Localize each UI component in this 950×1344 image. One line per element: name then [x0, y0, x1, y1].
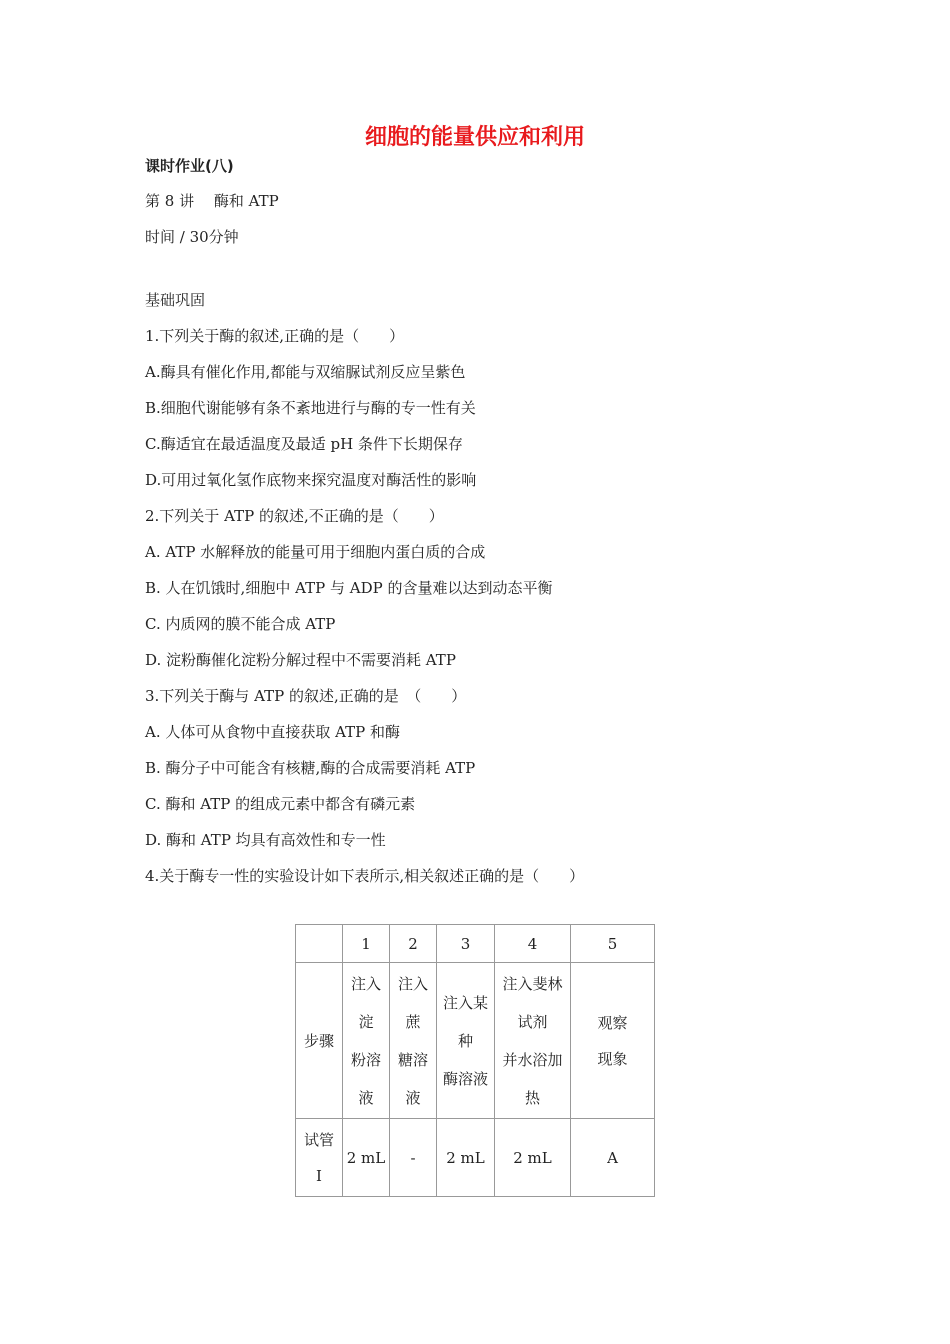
question-3-option-a: A. 人体可从食物中直接获取 ATP 和酶 — [145, 723, 401, 741]
homework-heading: 课时作业(八) — [145, 157, 234, 175]
table-cell: A — [571, 1119, 655, 1197]
table-row-steps — [296, 963, 655, 1119]
question-3-option-d: D. 酶和 ATP 均具有高效性和专一性 — [145, 831, 386, 849]
table-header-cell: 2 — [390, 925, 437, 963]
experiment-table — [295, 924, 655, 1197]
lecture-heading: 第 8 讲 酶和 ATP — [145, 192, 279, 210]
table-header-cell: 3 — [437, 925, 495, 963]
question-1-option-d: D.可用过氧化氢作底物来探究温度对酶活性的影响 — [145, 471, 477, 489]
question-3-option-c: C. 酶和 ATP 的组成元素中都含有磷元素 — [145, 795, 416, 813]
table-row-label: 步骤 — [296, 963, 343, 1119]
table-cell: 2 mL — [343, 1119, 390, 1197]
question-3-stem: 3.下列关于酶与 ATP 的叙述,正确的是 （ ） — [145, 687, 467, 705]
table-cell: 注入某 种 酶溶液 — [437, 963, 495, 1119]
question-2-option-c: C. 内质网的膜不能合成 ATP — [145, 615, 336, 633]
table-cell: 2 mL — [437, 1119, 495, 1197]
question-2-option-b: B. 人在饥饿时,细胞中 ATP 与 ADP 的含量难以达到动态平衡 — [145, 579, 553, 597]
table-header-cell: 5 — [571, 925, 655, 963]
question-1-option-c: C.酶适宜在最适温度及最适 pH 条件下长期保存 — [145, 435, 463, 453]
table-cell: 2 mL — [495, 1119, 571, 1197]
question-2-stem: 2.下列关于 ATP 的叙述,不正确的是（ ） — [145, 507, 444, 525]
table-header-cell: 4 — [495, 925, 571, 963]
table-cell: 注入 蔗 糖溶 液 — [390, 963, 437, 1119]
table-cell: 注入 淀 粉溶 液 — [343, 963, 390, 1119]
table-row-label: 试管 Ⅰ — [296, 1119, 343, 1197]
table-header-row — [296, 925, 655, 963]
table-row-tube-1 — [296, 1119, 655, 1197]
table-cell: - — [390, 1119, 437, 1197]
question-1-stem: 1.下列关于酶的叙述,正确的是（ ） — [145, 327, 405, 345]
question-1-option-a: A.酶具有催化作用,都能与双缩脲试剂反应呈紫色 — [145, 363, 466, 381]
table-corner-cell — [296, 925, 343, 963]
question-1-option-b: B.细胞代谢能够有条不紊地进行与酶的专一性有关 — [145, 399, 476, 417]
section-heading: 基础巩固 — [145, 291, 206, 309]
table-cell: 观察 现象 — [571, 963, 655, 1119]
question-4-stem: 4.关于酶专一性的实验设计如下表所示,相关叙述正确的是（ ） — [145, 867, 585, 885]
time-limit: 时间 / 30分钟 — [145, 228, 239, 246]
question-3-option-b: B. 酶分子中可能含有核糖,酶的合成需要消耗 ATP — [145, 759, 476, 777]
question-2-option-d: D. 淀粉酶催化淀粉分解过程中不需要消耗 ATP — [145, 651, 456, 669]
table-header-cell: 1 — [343, 925, 390, 963]
question-2-option-a: A. ATP 水解释放的能量可用于细胞内蛋白质的合成 — [145, 543, 486, 561]
table-cell: 注入斐林 试剂 并水浴加 热 — [495, 963, 571, 1119]
page-title: 细胞的能量供应和利用 — [364, 125, 585, 150]
